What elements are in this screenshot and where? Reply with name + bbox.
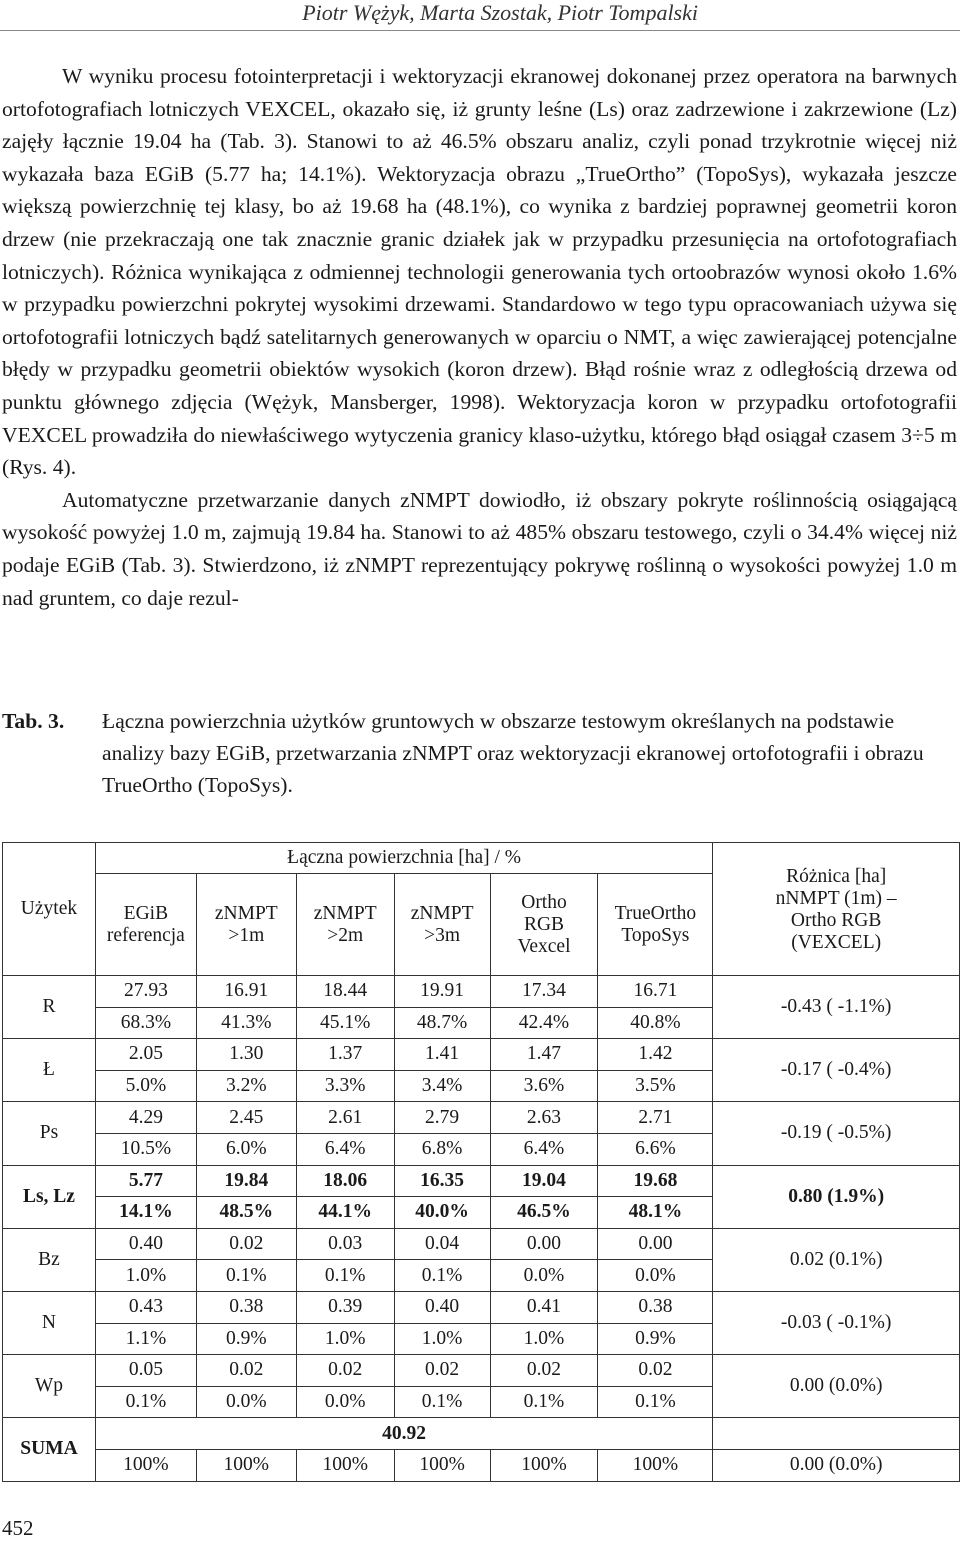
difference-cell: 0.00 (0.0%) — [713, 1449, 960, 1481]
table-cell: 44.1% — [296, 1197, 394, 1229]
table-row — [3, 1039, 960, 1071]
table-cell: 16.35 — [394, 1165, 490, 1197]
column-header: TrueOrtho TopoSys — [598, 874, 713, 976]
table-cell: 6.6% — [598, 1133, 713, 1165]
difference-cell: -0.03 ( -0.1%) — [713, 1291, 960, 1354]
header-authors: Piotr Wężyk, Marta Szostak, Piotr Tompalski — [302, 0, 698, 25]
table-cell: 2.71 — [598, 1102, 713, 1134]
table-cell: 3.2% — [196, 1070, 296, 1102]
table-cell: 17.34 — [490, 976, 598, 1008]
table-cell: 19.68 — [598, 1165, 713, 1197]
table-row — [3, 1291, 960, 1323]
table-cell: 19.04 — [490, 1165, 598, 1197]
table-cell: 0.02 — [296, 1355, 394, 1387]
table-cell: 45.1% — [296, 1007, 394, 1039]
table-cell: 0.1% — [95, 1386, 196, 1418]
page-number: 452 — [2, 1516, 34, 1540]
table-cell: 1.47 — [490, 1039, 598, 1071]
table-cell: 3.4% — [394, 1070, 490, 1102]
table-cell: 68.3% — [95, 1007, 196, 1039]
table-cell: 0.02 — [196, 1355, 296, 1387]
table-cell: 0.38 — [598, 1291, 713, 1323]
table-row — [3, 1228, 960, 1260]
table-cell: 0.43 — [95, 1291, 196, 1323]
table-cell: 48.7% — [394, 1007, 490, 1039]
row-label: Bz — [3, 1228, 96, 1291]
caption-label: Tab. 3. — [2, 709, 65, 733]
table-cell: 0.1% — [394, 1386, 490, 1418]
table-cell: 0.1% — [598, 1386, 713, 1418]
table-cell: 18.06 — [296, 1165, 394, 1197]
difference-cell: -0.17 ( -0.4%) — [713, 1039, 960, 1102]
difference-cell: 0.80 (1.9%) — [713, 1165, 960, 1228]
running-header — [0, 0, 960, 31]
table-cell: 0.40 — [394, 1291, 490, 1323]
table-cell: 6.0% — [196, 1133, 296, 1165]
table-cell: 0.02 — [196, 1228, 296, 1260]
table-cell: 100% — [394, 1449, 490, 1481]
table-cell: 0.00 — [490, 1228, 598, 1260]
table-cell: 0.0% — [196, 1386, 296, 1418]
table-cell: 100% — [490, 1449, 598, 1481]
table-cell: 1.0% — [394, 1323, 490, 1355]
table-cell: 0.40 — [95, 1228, 196, 1260]
table-cell: 3.6% — [490, 1070, 598, 1102]
paragraph: W wyniku procesu fotointerpretacji i wektoryzacji ekranowej dokonanej przez operatora na barwnych ortofotografiach lotniczych VEXCEL, okazało się, iż grunty leśne (Ls) oraz zadrzewione i zakrzewione (Lz) zajęły łącznie 19.04 ha (Tab. 3). Stanowi to aż 46.5% obszaru analiz, czyli ponad trzykrotnie więcej niż wykazała baza EGiB (5.77 ha; 14.1%). Wektoryzacja obrazu „TrueOrtho” (TopoSys), wykazała jeszcze większą powierzchnię tej klasy, bo aż 19.68 ha (48.1%), co wynika z bardziej poprawnej geometrii koron drzew (nie przekraczają one tak znacznie granic działek jak w przypadku przesunięcia na ortofotografiach lotniczych). Różnica wynikająca z odmiennej technologii generowania tych ortoobrazów wynosi około 1.6% w przypadku powierzchni pokrytej wysokimi drzewami. Standardowo w tego typu opracowaniach używa się ortofotografii lotniczych bądź satelitarnych generowanych w oparciu o NMT, a więc zawierającej potencjalne błędy w przypadku geometrii obiektów wysokich (koron drzew). Błąd rośnie wraz z odległością drzewa od punktu głównego zdjęcia (Wężyk, Mansberger, 1998). Wektoryzacja koron w przypadku ortofotografii VEXCEL prowadziła do niewłaściwego wytyczenia granicy klaso-użytku, którego błąd osiągał czasem 3÷5 m (Rys. 4). — [2, 64, 957, 480]
table-cell: 2.45 — [196, 1102, 296, 1134]
table-cell: 6.8% — [394, 1133, 490, 1165]
table-cell: 0.39 — [296, 1291, 394, 1323]
table-cell: 27.93 — [95, 976, 196, 1008]
difference-cell: 0.02 (0.1%) — [713, 1228, 960, 1291]
column-header-difference: Różnica [ha] nNMPT (1m) – Ortho RGB (VEXCEL) — [713, 843, 960, 976]
row-label: Ps — [3, 1102, 96, 1165]
table-cell: 6.4% — [296, 1133, 394, 1165]
column-header: zNMPT >1m — [196, 874, 296, 976]
table-cell: 0.0% — [296, 1386, 394, 1418]
row-label: R — [3, 976, 96, 1039]
table-cell: 2.79 — [394, 1102, 490, 1134]
table-row — [3, 1355, 960, 1387]
table-cell: 19.84 — [196, 1165, 296, 1197]
difference-cell — [713, 1418, 960, 1450]
table-cell: 14.1% — [95, 1197, 196, 1229]
table-cell: 1.0% — [296, 1323, 394, 1355]
table-cell: 10.5% — [95, 1133, 196, 1165]
table-cell: 48.5% — [196, 1197, 296, 1229]
table-cell: 41.3% — [196, 1007, 296, 1039]
table-cell: 0.1% — [394, 1260, 490, 1292]
table-cell: 0.1% — [296, 1260, 394, 1292]
table-cell: 19.91 — [394, 976, 490, 1008]
table-cell: 2.05 — [95, 1039, 196, 1071]
table-row — [3, 1449, 960, 1481]
table-cell: 100% — [196, 1449, 296, 1481]
table-cell: 0.02 — [394, 1355, 490, 1387]
table-cell: 0.05 — [95, 1355, 196, 1387]
table-cell: 42.4% — [490, 1007, 598, 1039]
table-row — [3, 1102, 960, 1134]
row-label: Ł — [3, 1039, 96, 1102]
total-cell: 40.92 — [95, 1418, 712, 1450]
difference-cell: -0.43 ( -1.1%) — [713, 976, 960, 1039]
table-cell: 0.0% — [490, 1260, 598, 1292]
table-cell: 4.29 — [95, 1102, 196, 1134]
table-cell: 1.42 — [598, 1039, 713, 1071]
table-cell: 1.41 — [394, 1039, 490, 1071]
table-cell: 0.1% — [196, 1260, 296, 1292]
table-cell: 2.61 — [296, 1102, 394, 1134]
row-label: Ls, Lz — [3, 1165, 96, 1228]
table-cell: 0.02 — [598, 1355, 713, 1387]
table-cell: 0.02 — [490, 1355, 598, 1387]
table-row — [3, 1418, 960, 1450]
row-label: Wp — [3, 1355, 96, 1418]
table-cell: 18.44 — [296, 976, 394, 1008]
caption-text: Łączna powierzchnia użytków gruntowych w obszarze testowym określanych na podstawie analizy bazy EGiB, przetwarzania zNMPT oraz wektoryzacji ekranowej ortofotografii i obrazu TrueOrtho (TopoSys). — [102, 709, 924, 797]
table-cell: 1.0% — [95, 1260, 196, 1292]
difference-cell: 0.00 (0.0%) — [713, 1355, 960, 1418]
table-cell: 0.9% — [196, 1323, 296, 1355]
table-cell: 1.1% — [95, 1323, 196, 1355]
table-cell: 40.8% — [598, 1007, 713, 1039]
table-cell: 0.0% — [598, 1260, 713, 1292]
table-cell: 100% — [598, 1449, 713, 1481]
table-cell: 6.4% — [490, 1133, 598, 1165]
table-cell: 0.41 — [490, 1291, 598, 1323]
column-header: EGiB referencja — [95, 874, 196, 976]
column-header: Ortho RGB Vexcel — [490, 874, 598, 976]
column-header: zNMPT >2m — [296, 874, 394, 976]
difference-cell: -0.19 ( -0.5%) — [713, 1102, 960, 1165]
table-cell: 0.04 — [394, 1228, 490, 1260]
table-cell: 0.9% — [598, 1323, 713, 1355]
table-cell: 16.91 — [196, 976, 296, 1008]
table-caption — [2, 705, 957, 801]
table-cell: 100% — [95, 1449, 196, 1481]
table-cell: 100% — [296, 1449, 394, 1481]
paragraph: Automatyczne przetwarzanie danych zNMPT dowiodło, iż obszary pokryte roślinnością osiągającą wysokość powyżej 1.0 m, zajmują 19.84 ha. Stanowi to aż 485% obszaru testowego, czyli o 34.4% więcej niż podaje EGiB (Tab. 3). Stwierdzono, iż zNMPT reprezentujący pokrywę roślinną o wysokości powyżej 1.0 m nad gruntem, co daje rezul- — [2, 487, 957, 610]
table-cell: 1.30 — [196, 1039, 296, 1071]
column-header: zNMPT >3m — [394, 874, 490, 976]
land-use-table — [2, 842, 960, 1482]
column-header-use: Użytek — [3, 843, 96, 976]
table-row — [3, 976, 960, 1008]
body-text — [2, 60, 957, 614]
table-cell: 3.5% — [598, 1070, 713, 1102]
table-cell: 0.1% — [490, 1386, 598, 1418]
table-cell: 46.5% — [490, 1197, 598, 1229]
table-cell: 0.03 — [296, 1228, 394, 1260]
table-cell: 16.71 — [598, 976, 713, 1008]
table-row — [3, 1165, 960, 1197]
table-cell: 5.0% — [95, 1070, 196, 1102]
table-cell: 3.3% — [296, 1070, 394, 1102]
table-cell: 0.00 — [598, 1228, 713, 1260]
table-cell: 40.0% — [394, 1197, 490, 1229]
row-label: SUMA — [3, 1418, 96, 1481]
row-label: N — [3, 1291, 96, 1354]
group-header: Łączna powierzchnia [ha] / % — [95, 843, 712, 874]
table-cell: 1.0% — [490, 1323, 598, 1355]
table-cell: 2.63 — [490, 1102, 598, 1134]
table-cell: 5.77 — [95, 1165, 196, 1197]
table-cell: 48.1% — [598, 1197, 713, 1229]
table-cell: 1.37 — [296, 1039, 394, 1071]
table-cell: 0.38 — [196, 1291, 296, 1323]
